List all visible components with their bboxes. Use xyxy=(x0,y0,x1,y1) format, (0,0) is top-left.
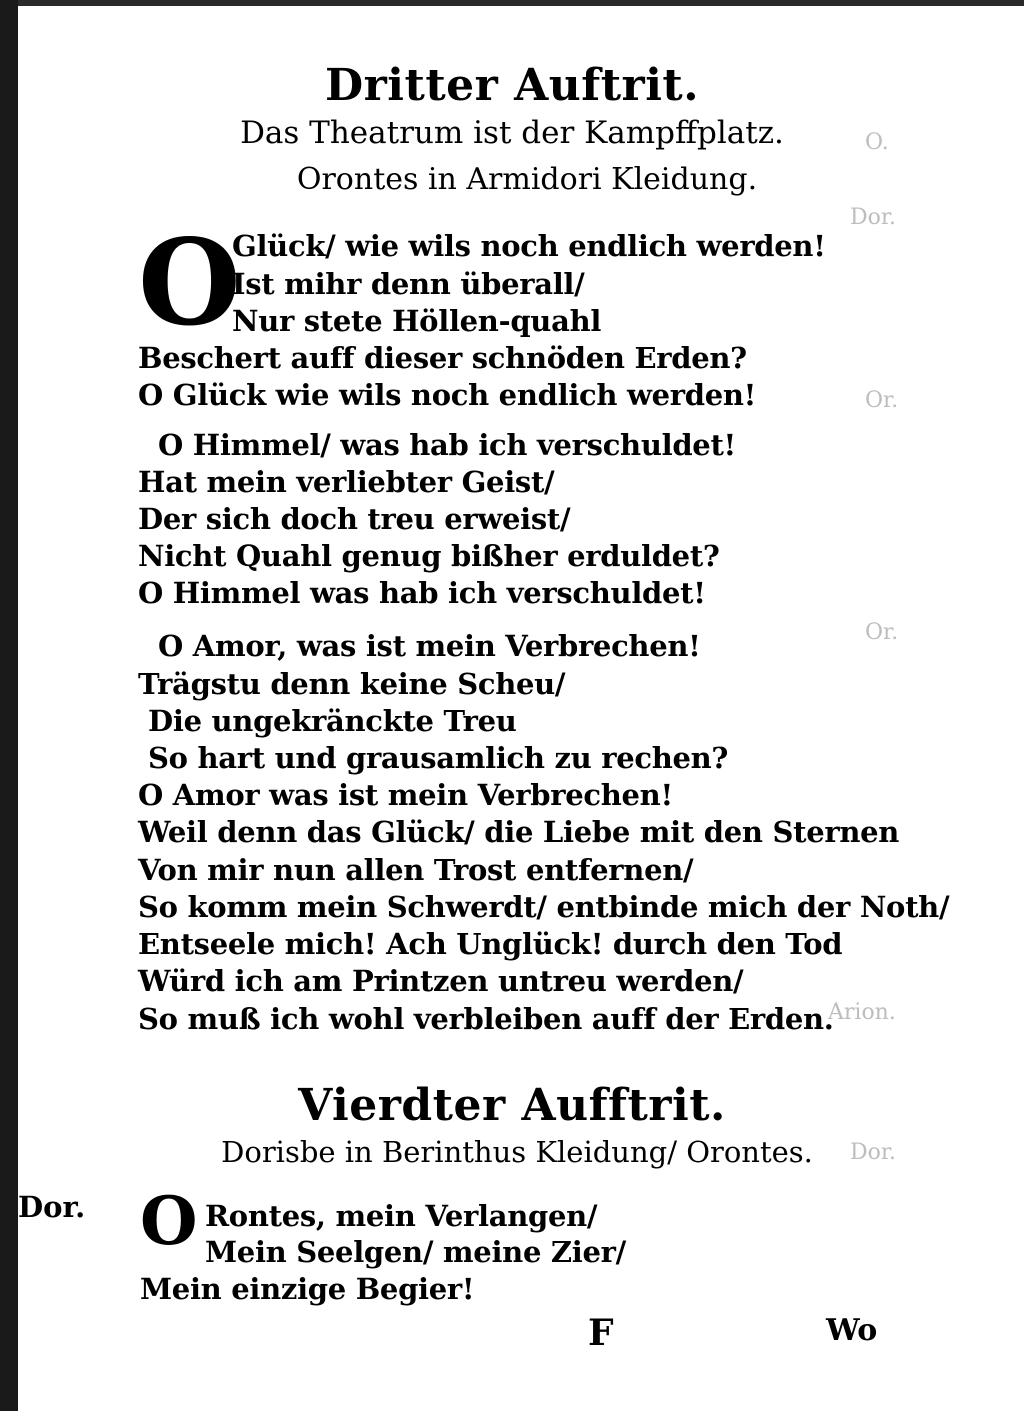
verse-line: Nur stete Höllen-quahl xyxy=(232,304,602,338)
bleed-through-label: Dor. xyxy=(850,1140,896,1165)
verse-line: Beschert auff dieser schnöden Erden? xyxy=(138,341,747,375)
verse-line: Entseele mich! Ach Unglück! durch den Tod xyxy=(138,927,843,961)
verse-line: O Amor was ist mein Verbrechen! xyxy=(138,778,673,812)
verse-line: Weil denn das Glück/ die Liebe mit den Sternen xyxy=(138,815,900,849)
verse-line: Die ungekränckte Treu xyxy=(148,704,517,738)
verse-line: Von mir nun allen Trost entfernen/ xyxy=(138,853,694,887)
verse-line: Ist mihr denn überall/ xyxy=(232,267,585,301)
speaker-label: Dor. xyxy=(18,1190,86,1224)
drop-cap-initial: O xyxy=(140,1182,198,1260)
verse-line: Der sich doch treu erweist/ xyxy=(138,502,571,536)
verse-line: Mein Seelgen/ meine Zier/ xyxy=(205,1235,626,1269)
verse-line: O Glück wie wils noch endlich werden! xyxy=(138,378,757,412)
verse-line: Nicht Quahl genug bißher erduldet? xyxy=(138,539,720,573)
page-edge-top xyxy=(0,0,1024,6)
bleed-through-label: Or. xyxy=(865,620,899,645)
character-line: Dorisbe in Berinthus Kleidung/ Orontes. xyxy=(221,1135,813,1169)
bleed-through-label: O. xyxy=(865,130,889,155)
verse-line: So komm mein Schwerdt/ entbinde mich der Noth/ xyxy=(138,890,950,924)
verse-line: So hart und grausamlich zu rechen? xyxy=(148,741,729,775)
verse-line: O Amor, was ist mein Verbrechen! xyxy=(158,629,701,663)
verse-line: So muß ich wohl verbleiben auff der Erden. xyxy=(138,1002,834,1036)
verse-line: O Himmel was hab ich verschuldet! xyxy=(138,576,706,610)
verse-line: Trägstu denn keine Scheu/ xyxy=(138,667,566,701)
bleed-through-label: Arion. xyxy=(828,1000,896,1025)
verse-line: Rontes, mein Verlangen/ xyxy=(205,1199,598,1233)
scene-title: Dritter Auftrit. xyxy=(324,60,700,111)
page-edge-left xyxy=(0,0,18,1411)
stage-direction: Das Theatrum ist der Kampffplatz. xyxy=(240,115,784,151)
verse-line: Glück/ wie wils noch endlich werden! xyxy=(232,229,826,263)
drop-cap-initial: O xyxy=(138,213,241,352)
bleed-through-label: Dor. xyxy=(850,205,896,230)
character-line: Orontes in Armidori Kleidung. xyxy=(296,162,758,197)
scene-title: Vierdter Aufftrit. xyxy=(298,1080,726,1131)
verse-line: Hat mein verliebter Geist/ xyxy=(138,465,555,499)
bleed-through-label: Or. xyxy=(865,388,899,413)
catchword: Wo xyxy=(826,1313,878,1348)
signature-mark: F xyxy=(588,1312,614,1354)
verse-line: Mein einzige Begier! xyxy=(140,1272,475,1306)
verse-line: Würd ich am Printzen untreu werden/ xyxy=(138,964,744,998)
verse-line: O Himmel/ was hab ich verschuldet! xyxy=(158,428,736,462)
